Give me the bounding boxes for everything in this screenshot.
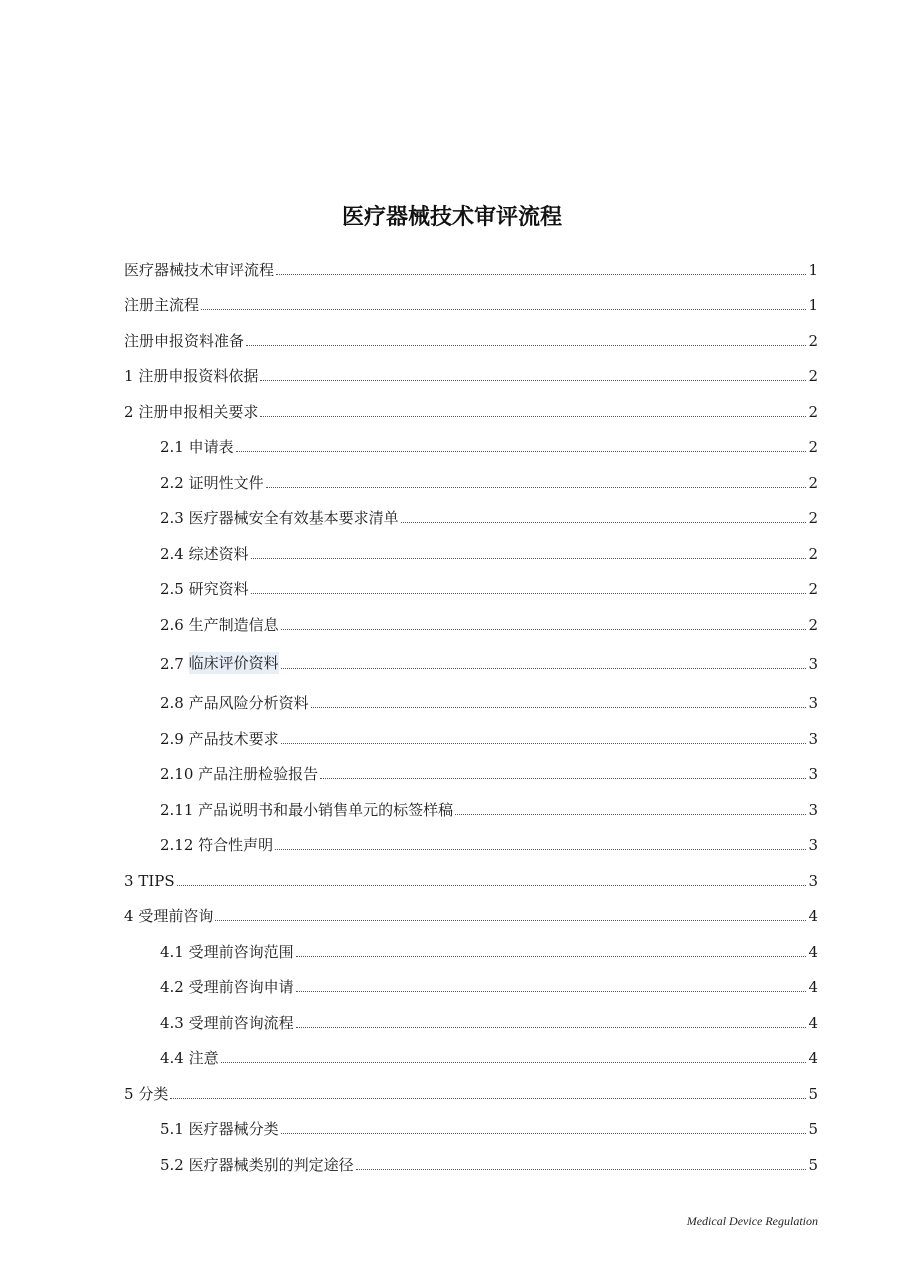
toc-entry-label: 受理前咨询流程 (188, 1013, 294, 1032)
toc-entry-page: 3 (808, 800, 818, 819)
toc-entry[interactable] (124, 790, 818, 826)
toc-entry-page: 2 (808, 509, 818, 527)
toc-entry-page: 3 (808, 654, 818, 673)
dot-leader (276, 274, 806, 275)
toc-entry-number: 5.1 (160, 1120, 189, 1138)
toc-entry-label: 受理前咨询申请 (188, 978, 294, 996)
toc-entry-label: 注册申报资料依据 (138, 367, 259, 385)
dot-leader (275, 849, 806, 850)
toc-entry-number: 2.5 (160, 580, 189, 598)
dot-leader (281, 1133, 807, 1134)
dot-leader (251, 558, 807, 559)
dot-leader (296, 991, 807, 992)
toc-entry-number: 4.1 (160, 942, 189, 961)
toc-entry[interactable] (124, 534, 818, 570)
toc-entry[interactable] (124, 499, 818, 535)
toc-entry-label: 产品注册检验报告 (198, 765, 319, 783)
toc-entry-number: 2.6 (160, 615, 189, 634)
toc-entry-number: 5.2 (160, 1155, 189, 1174)
toc-entry[interactable] (124, 684, 818, 720)
toc-entry[interactable] (124, 286, 818, 322)
toc-entry-page: 4 (808, 1049, 818, 1067)
toc-entry-label: 综述资料 (188, 544, 249, 563)
toc-entry-label: TIPS (138, 871, 175, 890)
toc-entry[interactable] (124, 755, 818, 791)
toc-entry-page: 2 (808, 615, 818, 634)
toc-entry-number: 4.2 (160, 978, 189, 996)
toc-entry[interactable] (124, 250, 818, 286)
dot-leader (170, 1098, 806, 1099)
toc-entry-number: 2.7 (160, 654, 189, 673)
toc-entry[interactable] (124, 392, 818, 428)
toc-entry-label: 注册申报资料准备 (124, 331, 245, 350)
toc-entry-page: 5 (808, 1084, 818, 1103)
toc-entry-page: 1 (808, 260, 818, 279)
toc-entry-page: 5 (808, 1155, 818, 1174)
toc-entry-page: 4 (808, 907, 818, 925)
dot-leader (260, 416, 806, 417)
toc-entry-number: 2.8 (160, 694, 189, 712)
dot-leader (215, 920, 806, 921)
dot-leader (221, 1062, 807, 1063)
toc-entry-page: 3 (808, 729, 818, 748)
toc-entry[interactable] (124, 641, 818, 684)
toc-entry-page: 2 (808, 331, 818, 350)
toc-entry-label: 受理前咨询 (138, 907, 214, 925)
toc-entry-number: 2.1 (160, 438, 189, 456)
toc-entry-page: 2 (808, 367, 818, 385)
dot-leader (246, 345, 806, 346)
toc-entry-page: 5 (808, 1120, 818, 1138)
toc-entry-label: 注意 (188, 1049, 219, 1067)
toc-entry[interactable] (124, 321, 818, 357)
toc-entry[interactable] (124, 968, 818, 1004)
toc-entry-page: 4 (808, 942, 818, 961)
toc-entry-page: 4 (808, 1013, 818, 1032)
toc-entry[interactable] (124, 826, 818, 862)
toc-entry[interactable] (124, 932, 818, 968)
toc-entry-number: 2.9 (160, 729, 189, 748)
toc-entry-label: 产品技术要求 (188, 729, 279, 748)
toc-entry-label: 医疗器械类别的判定途径 (188, 1155, 354, 1174)
toc-entry-number: 2.4 (160, 544, 189, 563)
toc-entry-number: 2.10 (160, 765, 199, 783)
dot-leader (260, 380, 806, 381)
toc-entry-label: 产品说明书和最小销售单元的标签样稿 (198, 800, 454, 819)
toc-entry-label: 申请表 (188, 438, 234, 456)
dot-leader (320, 778, 806, 779)
dot-leader (236, 451, 807, 452)
toc-entry-page: 4 (808, 978, 818, 996)
toc-entry[interactable] (124, 605, 818, 641)
toc-entry-label: 证明性文件 (188, 473, 264, 492)
dot-leader (401, 522, 807, 523)
toc-entry-page: 3 (808, 871, 818, 890)
dot-leader (281, 629, 807, 630)
toc-entry-number: 3 (124, 871, 139, 890)
toc-entry-page: 2 (808, 580, 818, 598)
page-footer: Medical Device Regulation (686, 1214, 818, 1228)
toc-entry-number: 2.12 (160, 836, 199, 854)
toc-entry[interactable] (124, 1074, 818, 1110)
toc-entry[interactable] (124, 1039, 818, 1075)
toc-entry[interactable] (124, 357, 818, 393)
dot-leader (296, 956, 807, 957)
toc-entry[interactable] (124, 463, 818, 499)
dot-leader (177, 885, 807, 886)
toc-entry-page: 2 (808, 473, 818, 492)
toc-entry-label: 注册主流程 (124, 296, 200, 314)
toc-entry-number: 4.4 (160, 1049, 189, 1067)
dot-leader (296, 1027, 807, 1028)
toc-entry-page: 3 (808, 836, 818, 854)
dot-leader (201, 309, 806, 310)
toc-entry[interactable] (124, 1145, 818, 1181)
toc-entry-label: 医疗器械安全有效基本要求清单 (188, 509, 399, 527)
toc-entry-label: 临床评价资料 (188, 653, 279, 672)
toc-entry-page: 1 (808, 296, 818, 314)
toc-entry-number: 2 (124, 402, 139, 421)
toc-entry-label: 医疗器械分类 (188, 1120, 279, 1138)
dot-leader (281, 743, 807, 744)
dot-leader (281, 668, 807, 669)
dot-leader (455, 814, 806, 815)
toc-entry[interactable] (124, 570, 818, 606)
toc-entry-page: 2 (808, 402, 818, 421)
toc-entry[interactable] (124, 897, 818, 933)
toc-entry-label: 符合性声明 (198, 836, 274, 854)
toc-entry-number: 2.11 (160, 800, 199, 819)
toc-entry-page: 3 (808, 765, 818, 783)
toc-entry-number: 5 (124, 1084, 139, 1103)
toc-entry-number: 4.3 (160, 1013, 189, 1032)
toc-entry[interactable] (124, 1003, 818, 1039)
toc-entry-label: 医疗器械技术审评流程 (124, 260, 275, 279)
toc-entry-label: 注册申报相关要求 (138, 402, 259, 421)
toc-entry-number: 2.2 (160, 473, 189, 492)
toc-entry-label: 生产制造信息 (188, 615, 279, 634)
table-of-contents (124, 250, 818, 1181)
toc-entry-page: 2 (808, 544, 818, 563)
dot-leader (266, 487, 807, 488)
dot-leader (251, 593, 807, 594)
toc-entry[interactable] (124, 861, 818, 897)
page-title: 医疗器械技术审评流程 (341, 205, 562, 230)
toc-entry-page: 2 (808, 438, 818, 456)
toc-entry-label: 产品风险分析资料 (188, 694, 309, 712)
toc-entry[interactable] (124, 428, 818, 464)
toc-entry[interactable] (124, 1110, 818, 1146)
toc-entry-number: 4 (124, 907, 139, 925)
toc-entry-label: 受理前咨询范围 (188, 942, 294, 961)
toc-entry-label: 分类 (138, 1084, 169, 1103)
toc-entry[interactable] (124, 719, 818, 755)
dot-leader (311, 707, 807, 708)
toc-entry-label: 研究资料 (188, 580, 249, 598)
toc-entry-number: 2.3 (160, 509, 189, 527)
toc-entry-page: 3 (808, 694, 818, 712)
toc-entry-number: 1 (124, 367, 139, 385)
dot-leader (356, 1169, 807, 1170)
